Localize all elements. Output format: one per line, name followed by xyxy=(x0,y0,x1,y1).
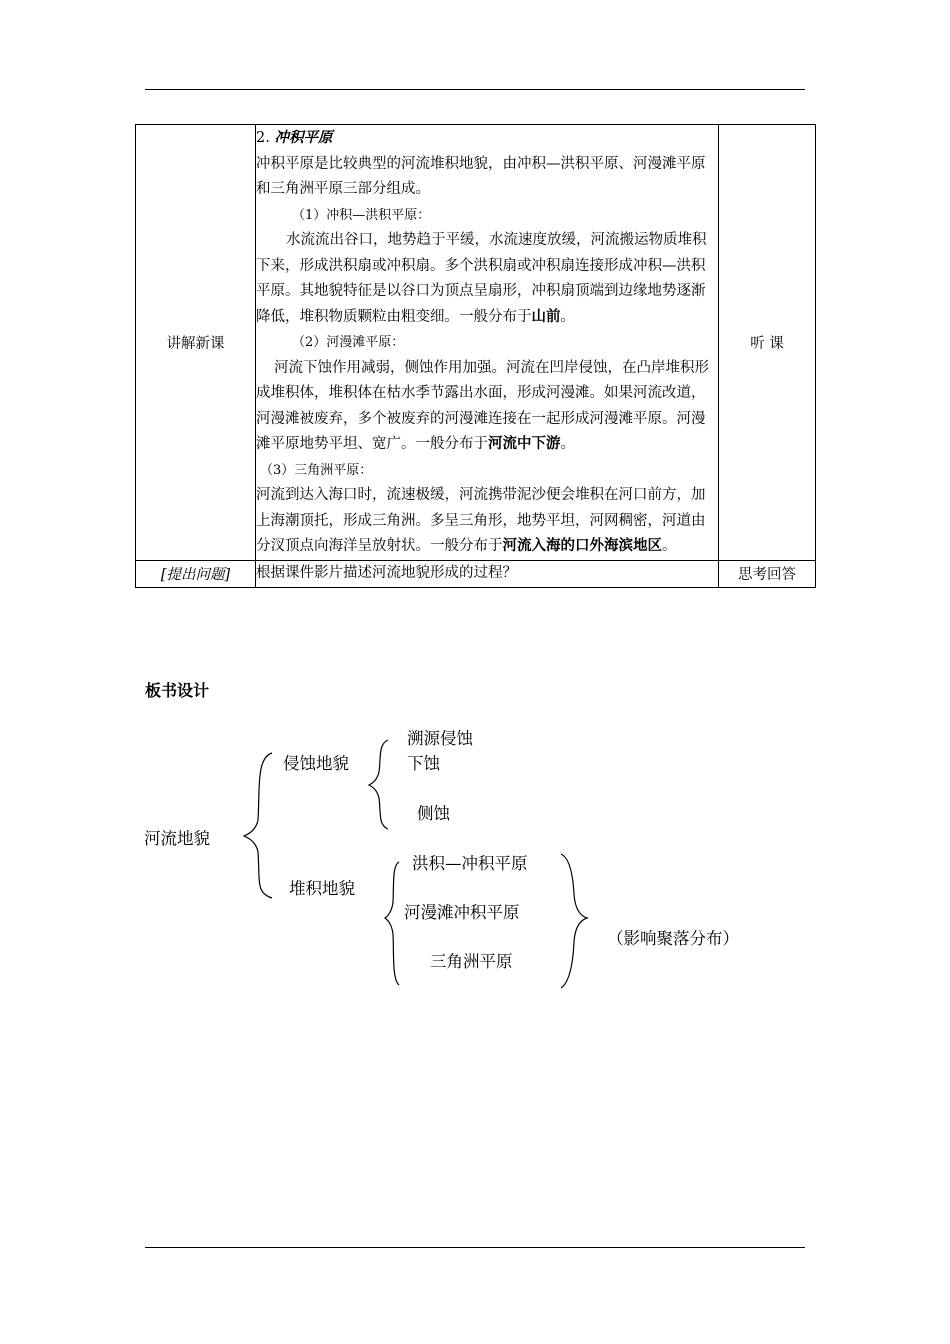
alluvial-fan-body: 水流流出谷口，地势趋于平缓，水流速度放缓，河流搬运物质堆积下来，形成洪积扇或冲积扇。多个洪积扇或冲积扇连接形成冲积—洪积平原。其地貌特征是以谷口为顶点呈扇形，冲积扇顶端到边缘地势逐渐降低，堆积物质颗粒由粗变细。一般分布于 xyxy=(256,232,707,325)
floodplain-heading: （2）河漫滩平原： xyxy=(292,335,405,350)
delta-end: 。 xyxy=(662,538,677,554)
deposition-item-fan-plain: 洪积—冲积平原 xyxy=(412,854,528,873)
floodplain-location: 河流中下游 xyxy=(488,436,561,452)
root-brace xyxy=(244,753,272,898)
intro-paragraph: 冲积平原是比较典型的河流堆积地貌，由冲积—洪积平原、河漫滩平原和三角洲平原三部分组成。 xyxy=(256,155,706,197)
deposition-brace-right xyxy=(561,854,587,988)
deposition-brace-left xyxy=(385,862,399,985)
delta-body: 河流到达入海口时，流速极缓，河流携带泥沙便会堆积在河口前方，加上海潮顶托，形成三角洲。多呈三角形，地势平坦，河网稠密，河道由分汊顶点向海洋呈放射状。一般分布于 xyxy=(256,487,706,554)
erosion-item-lateral: 侧蚀 xyxy=(417,804,450,823)
question-activity-cell: 思考回答 xyxy=(719,560,816,587)
floodplain-body: 河流下蚀作用减弱，侧蚀作用加强。河流在凹岸侵蚀，在凸岸堆积形成堆积体，堆积体在枯水季节露出水面，形成河漫滩。如果河流改道，河漫滩被废弃，多个被废弃的河漫滩连接在一起形成河漫滩平原。河漫滩平原地势平坦、宽广。一般分布于 xyxy=(256,359,709,452)
erosion-item-downcutting: 下蚀 xyxy=(407,754,440,773)
alluvial-fan-end: 。 xyxy=(560,308,575,325)
erosion-label: 侵蚀地貌 xyxy=(283,754,349,773)
question-content-cell: 根据课件影片描述河流地貌形成的过程？ xyxy=(256,560,719,587)
question-stage-cell: [提出问题] xyxy=(136,560,256,587)
alluvial-fan-location: 山前 xyxy=(531,308,561,325)
student-activity-cell: 听 课 xyxy=(719,125,816,561)
deposition-label: 堆积地貌 xyxy=(289,879,355,898)
stage-cell: 讲解新课 xyxy=(136,125,256,561)
settlement-note: （影响聚落分布） xyxy=(607,929,739,948)
delta-location: 河流入海的口外海滨地区 xyxy=(502,538,662,554)
section-title: 冲积平原 xyxy=(274,129,333,146)
delta-heading: （3）三角洲平原： xyxy=(260,462,373,478)
board-title: 板书设计 xyxy=(145,681,210,700)
erosion-brace xyxy=(369,740,388,829)
erosion-item-headward: 溯源侵蚀 xyxy=(407,729,473,748)
alluvial-fan-heading: （1）冲积—洪积平原： xyxy=(292,207,431,223)
board-root-label: 河流地貌 xyxy=(144,829,210,848)
deposition-item-delta: 三角洲平原 xyxy=(430,952,513,971)
footer-rule xyxy=(145,1247,805,1248)
section-number: 2. xyxy=(256,130,270,146)
deposition-item-floodplain: 河漫滩冲积平原 xyxy=(404,903,520,922)
floodplain-end: 。 xyxy=(560,436,575,452)
